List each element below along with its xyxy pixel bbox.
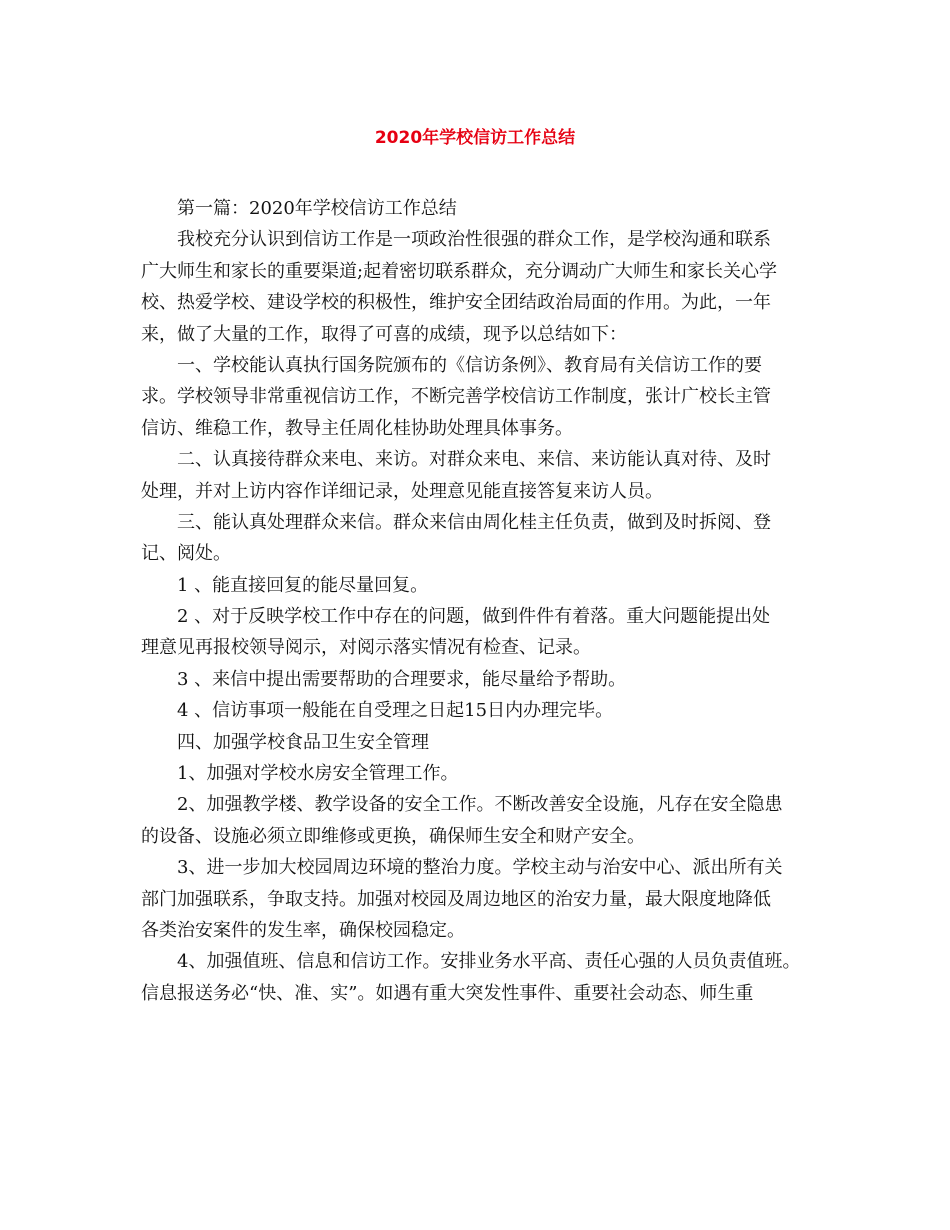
body-line: 记、阅处。: [141, 543, 231, 565]
body-line: 我校充分认识到信访工作是一项政治性很强的群众工作，是学校沟通和联系: [177, 229, 771, 251]
body-line: 3 、来信中提出需要帮助的合理要求，能尽量给予帮助。: [177, 668, 627, 690]
body-line: 求。学校领导非常重视信访工作，不断完善学校信访工作制度，张计广校长主管: [141, 386, 771, 408]
body-line: 1、加强对学校水房安全管理工作。: [177, 763, 459, 785]
body-line: 部门加强联系，争取支持。加强对校园及周边地区的治安力量，最大限度地降低: [141, 888, 771, 910]
body-line: 4 、信访事项一般能在自受理之日起15日内办理完毕。: [177, 700, 614, 722]
body-line: 第一篇：2020年学校信访工作总结: [177, 198, 457, 219]
body-line: 二、认真接待群众来电、来访。对群众来电、来信、来访能认真对待、及时: [177, 449, 771, 471]
document-title: 2020年学校信访工作总结: [374, 128, 576, 148]
body-line: 校、热爱学校、建设学校的积极性，维护安全团结政治局面的作用。为此，一年: [141, 292, 771, 314]
body-line: 四、加强学校食品卫生安全管理: [177, 731, 429, 753]
body-line: 的设备、设施必须立即维修或更换，确保师生安全和财产安全。: [141, 825, 645, 847]
body-line: 信息报送务必“快、准、实”。如遇有重大突发性事件、重要社会动态、师生重: [141, 982, 754, 1004]
body-line: 理意见再报校领导阅示，对阅示落实情况有检查、记录。: [141, 637, 591, 659]
body-line: 各类治安案件的发生率，确保校园稳定。: [141, 919, 465, 941]
body-line: 1 、能直接回复的能尽量回复。: [177, 574, 429, 596]
body-line: 3、进一步加大校园周边环境的整治力度。学校主动与治安中心、派出所有关: [177, 857, 783, 879]
document-body: [141, 193, 831, 1009]
body-line: 2 、对于反映学校工作中存在的问题，做到件件有着落。重大问题能提出处: [177, 606, 771, 628]
body-line: 来，做了大量的工作，取得了可喜的成绩，现予以总结如下：: [141, 323, 627, 345]
body-line: 广大师生和家长的重要渠道;起着密切联系群众，充分调动广大师生和家长关心学: [141, 260, 778, 282]
body-line: 4、加强值班、信息和信访工作。安排业务水平高、责任心强的人员负责值班。: [177, 951, 801, 973]
body-line: 三、能认真处理群众来信。群众来信由周化桂主任负责，做到及时拆阅、登: [177, 511, 771, 533]
body-line: 处理，并对上访内容作详细记录，处理意见能直接答复来访人员。: [141, 480, 663, 502]
body-line: 信访、维稳工作，教导主任周化桂协助处理具体事务。: [141, 417, 573, 439]
body-line: 一、学校能认真执行国务院颁布的《信访条例》、教育局有关信访工作的要: [177, 354, 762, 376]
body-line: 2、加强教学楼、教学设备的安全工作。不断改善安全设施，凡存在安全隐患: [177, 794, 783, 816]
